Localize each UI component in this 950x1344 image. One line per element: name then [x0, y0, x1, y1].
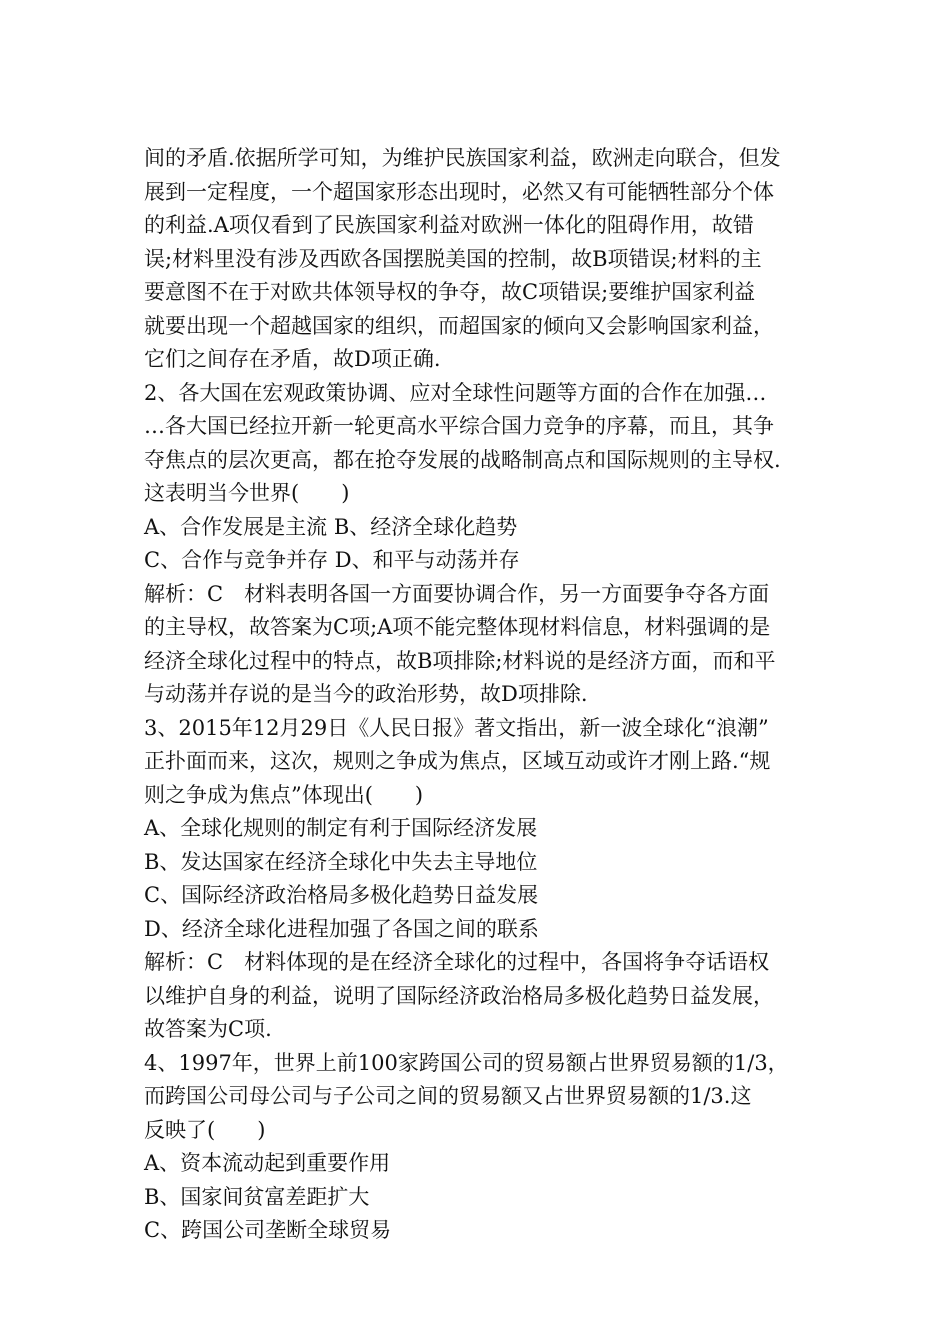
option-line: C、国际经济政治格局多极化趋势日益发展: [144, 883, 539, 907]
question-3-stem: [144, 712, 824, 813]
question-3-explanation: [144, 946, 824, 1047]
option-line: C、合作与竞争并存 D、和平与动荡并存: [144, 548, 520, 572]
document-page: [144, 142, 824, 1248]
text-line: …各大国已经拉开新一轮更高水平综合国力竞争的序幕，而且，其争: [144, 414, 774, 438]
option-line: C、跨国公司垄断全球贸易: [144, 1218, 392, 1242]
option-line: A、合作发展是主流 B、经济全球化趋势: [144, 514, 518, 539]
text-line: 而跨国公司母公司与子公司之间的贸易额又占世界贸易额的1/3.这: [144, 1084, 752, 1108]
explanation-paragraph-q1: [144, 142, 824, 377]
question-4-stem: [144, 1047, 824, 1148]
question-2-options-cd: [144, 544, 824, 578]
question-3-option-d: [144, 913, 824, 947]
question-3-option-c: [144, 879, 824, 913]
option-line: B、发达国家在经济全球化中失去主导地位: [144, 849, 538, 874]
text-line: 要意图不在于对欧共体领导权的争夺，故C项错误;要维护国家利益: [144, 280, 756, 304]
text-line: 则之争成为焦点”体现出( ): [144, 782, 424, 807]
question-2-options-ab: [144, 511, 824, 545]
text-line: 这表明当今世界( ): [144, 481, 350, 505]
option-line: A、资本流动起到重要作用: [144, 1151, 391, 1175]
option-line: D、经济全球化进程加强了各国之间的联系: [144, 916, 539, 941]
text-line: 3、2015年12月29日《人民日报》著文指出，新一波全球化“浪潮”: [144, 715, 769, 740]
text-line: 与动荡并存说的是当今的政治形势，故D项排除.: [144, 682, 588, 706]
question-2-explanation: [144, 578, 824, 712]
text-line: 以维护自身的利益，说明了国际经济政治格局多极化趋势日益发展，: [144, 983, 774, 1008]
text-line: 4、1997年，世界上前100家跨国公司的贸易额占世界贸易额的1/3，: [144, 1050, 789, 1075]
option-line: B、国家间贫富差距扩大: [144, 1184, 370, 1209]
question-3-option-b: [144, 846, 824, 880]
text-line: 展到一定程度，一个超国家形态出现时，必然又有可能牺牲部分个体: [144, 179, 774, 204]
question-4-option-a: [144, 1147, 824, 1181]
text-line: 的主导权，故答案为C项;A项不能完整体现材料信息，材料强调的是: [144, 615, 771, 639]
text-line: 解析：C 材料表明各国一方面要协调合作，另一方面要争夺各方面: [144, 581, 770, 606]
text-line: 夺焦点的层次更高，都在抢夺发展的战略制高点和国际规则的主导权.: [144, 447, 781, 472]
text-line: 间的矛盾.依据所学可知，为维护民族国家利益，欧洲走向联合，但发: [144, 146, 781, 170]
text-line: 解析：C 材料体现的是在经济全球化的过程中，各国将争夺话语权: [144, 950, 770, 974]
text-line: 2、各大国在宏观政策协调、应对全球性问题等方面的合作在加强…: [144, 380, 767, 405]
text-line: 经济全球化过程中的特点，故B项排除;材料说的是经济方面，而和平: [144, 648, 776, 673]
text-line: 反映了( ): [144, 1117, 266, 1142]
text-line: 的利益.A项仅看到了民族国家利益对欧洲一体化的阻碍作用，故错: [144, 213, 754, 237]
question-4-option-b: [144, 1181, 824, 1215]
text-line: 它们之间存在矛盾，故D项正确.: [144, 347, 441, 371]
text-line: 正扑面而来，这次，规则之争成为焦点，区域互动或许才刚上路.“规: [144, 749, 771, 773]
question-3-option-a: [144, 812, 824, 846]
option-line: A、全球化规则的制定有利于国际经济发展: [144, 816, 538, 840]
question-2-stem: [144, 377, 824, 511]
question-4-option-c: [144, 1214, 824, 1248]
text-line: 误;材料里没有涉及西欧各国摆脱美国的控制，故B项错误;材料的主: [144, 246, 762, 271]
text-line: 就要出现一个超越国家的组织，而超国家的倾向又会影响国家利益，: [144, 313, 774, 338]
text-line: 故答案为C项.: [144, 1017, 272, 1041]
